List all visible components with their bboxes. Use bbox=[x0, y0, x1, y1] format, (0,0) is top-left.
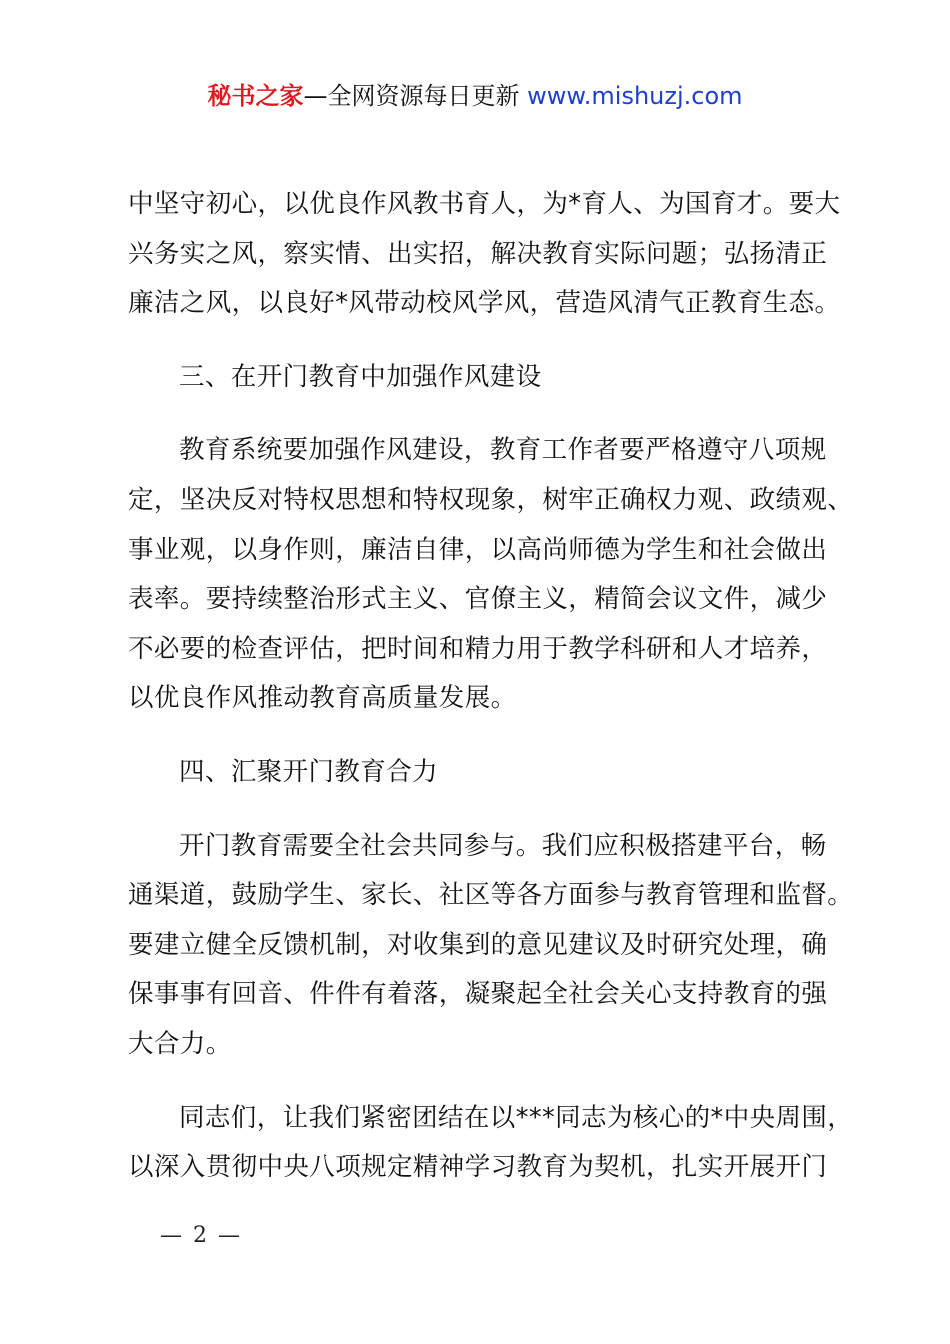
heading-line: 三、在开门教育中加强作风建设 bbox=[179, 361, 542, 392]
text-line: 同志们，让我们紧密团结在以***同志为核心的*中央周围， bbox=[179, 1102, 854, 1133]
brand-name: 秘书之家 bbox=[207, 82, 304, 110]
text-line: 大合力。 bbox=[128, 1028, 232, 1059]
heading-line: 四、汇聚开门教育合力 bbox=[179, 756, 439, 787]
text-line: 教育系统要加强作风建设，教育工作者要严格遵守八项规 bbox=[179, 435, 827, 466]
text-line: 保事事有回音、件件有着落，凝聚起全社会关心支持教育的强 bbox=[128, 979, 828, 1010]
text-line: 以优良作风推动教育高质量发展。 bbox=[128, 683, 517, 714]
text-line: 不必要的检查评估，把时间和精力用于教学科研和人才培养， bbox=[128, 633, 828, 664]
text-line: 兴务实之风，察实情、出实招，解决教育实际问题；弘扬清正 bbox=[128, 238, 828, 269]
section-heading bbox=[128, 748, 828, 798]
section-heading bbox=[128, 353, 828, 403]
paragraph bbox=[128, 426, 854, 724]
document-body bbox=[128, 180, 854, 1217]
paragraph bbox=[128, 1094, 854, 1193]
text-line: 开门教育需要全社会共同参与。我们应积极搭建平台，畅 bbox=[179, 830, 827, 861]
text-line: 要建立健全反馈机制，对收集到的意见建议及时研究处理，确 bbox=[128, 929, 828, 960]
paragraph bbox=[128, 180, 841, 329]
text-line: 事业观，以身作则，廉洁自律，以高尚师德为学生和社会做出 bbox=[128, 534, 828, 565]
site-header bbox=[0, 78, 950, 114]
text-line: 以深入贯彻中央八项规定精神学习教育为契机，扎实开展开门 bbox=[128, 1152, 828, 1183]
text-line: 通渠道，鼓励学生、家长、社区等各方面参与教育管理和监督。 bbox=[128, 880, 854, 911]
text-line: 定，坚决反对特权思想和特权现象，树牢正确权力观、政绩观、 bbox=[128, 484, 854, 515]
site-url[interactable]: www.mishuzj.com bbox=[527, 82, 743, 110]
paragraph bbox=[128, 822, 854, 1070]
text-line: 中坚守初心，以优良作风教书育人，为*育人、为国育才。要大 bbox=[128, 189, 841, 219]
text-line: 表率。要持续整治形式主义、官僚主义，精简会议文件，减少 bbox=[128, 584, 828, 615]
text-line: 廉洁之风，以良好*风带动校风学风，营造风清气正教育生态。 bbox=[128, 288, 841, 319]
page-number: — 2 — bbox=[160, 1223, 242, 1248]
header-tagline: —全网资源每日更新 bbox=[303, 82, 528, 110]
